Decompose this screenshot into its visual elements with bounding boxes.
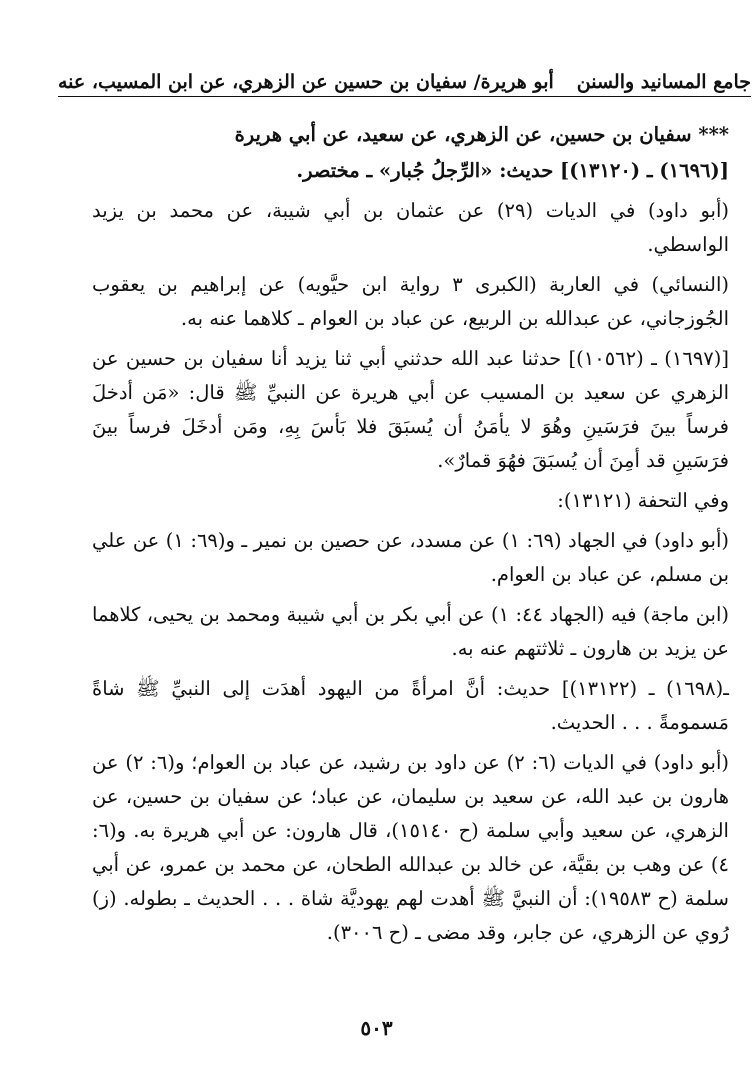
reference-abu-dawud-jihad: (أبو داود) في الجهاد (٦٩: ١) عن مسدد، عن حصين بن نمير ـ و(٦٩: ١) عن علي بن مسلم، عن عباد بن العوام. <box>92 529 729 586</box>
reference-abu-dawud: (أبو داود) في الديات (٢٩) عن عثمان بن أبي شيبة، عن محمد بن يزيد الواسطي. <box>92 199 729 256</box>
header-chapter-title: أبو هريرة/ سفيان بن حسين عن الزهري، عن ابن المسيب، عنه <box>58 71 554 93</box>
tuhfa-note: وفي التحفة (١٣١٢١): <box>557 489 729 512</box>
reference-nasai: (النسائي) في العاربة (الكبرى ٣ رواية ابن حيَّويه) عن إبراهيم بن يعقوب الجُوزجاني، عن عبدالله بن الربيع، عن عباد بن العوام ـ كلاهما عنه به. <box>92 273 729 330</box>
page-body <box>92 118 729 956</box>
hadith-entry-1696: [(١٦٩٦) ـ (١٣١٢٠)] حديث: «الرِّجلُ جُبار» ـ مختصر. <box>296 159 729 182</box>
hadith-entry-1698: ـ(١٦٩٨) ـ (١٣١٢٢)] حديث: أنَّ امرأةً من اليهود أهدَت إلى النبيِّ ﷺ شاةً مَسمومةً . . . الحديث. <box>92 677 729 734</box>
reference-abu-dawud-diyat: (أبو داود) في الديات (٦: ٢) عن داود بن رشيد، عن عباد بن العوام؛ و(٦: ٢) عن هارون بن عبد الله، عن سعيد بن سليمان، عن عباد؛ عن سفيان بن حسين، عن الزهري، عن سعيد وأبي سلمة (ح ١٥١٤٠)، قال هارون: عن أبي هريرة به. و(٦: ٤) عن وهب بن بقيَّة، عن خالد بن عبدالله الطحان، عن محمد بن عمرو، عن أبي سلمة (ح ١٩٥٨٣): أن النبيَّ ﷺ أهدت لهم يهوديَّة شاة . . . الحديث ـ بطوله. (ز) رُوي عن الزهري، عن جابر، وقد مضى ـ (ح ٣٠٠٦). <box>92 751 729 944</box>
header-book-title: جامع المسانيد والسنن <box>576 71 751 93</box>
page-number: ٥٠٣ <box>360 1016 393 1040</box>
header-rule <box>58 96 751 97</box>
section-heading: *** سفيان بن حسين، عن الزهري، عن سعيد، عن أبي هريرة <box>234 123 729 146</box>
reference-ibn-majah: (ابن ماجة) فيه (الجهاد ٤٤: ١) عن أبي بكر بن أبي شيبة ومحمد بن يحيى، كلاهما عن يزيد بن هارون ـ ثلاثتهم عنه به. <box>92 603 729 660</box>
running-header <box>58 58 751 92</box>
hadith-entry-1697: [(١٦٩٧) ـ (١٠٥٦٢)] حدثنا عبد الله حدثني أبي ثنا يزيد أنا سفيان بن حسين عن الزهري عن سعيد بن المسيب عن أبي هريرة عن النبيِّ ﷺ قال: «مَن أدخلَ فرساً بينَ فرَسَينِ وهُوَ لا يأمَنُ أن يُسبَقَ فلا بَأسَ بِهِ، ومَن أدخَلَ فرساً بينَ فرَسَينِ قد أمِنَ أن يُسبَقَ فهُوَ قمارٌ». <box>92 347 729 472</box>
